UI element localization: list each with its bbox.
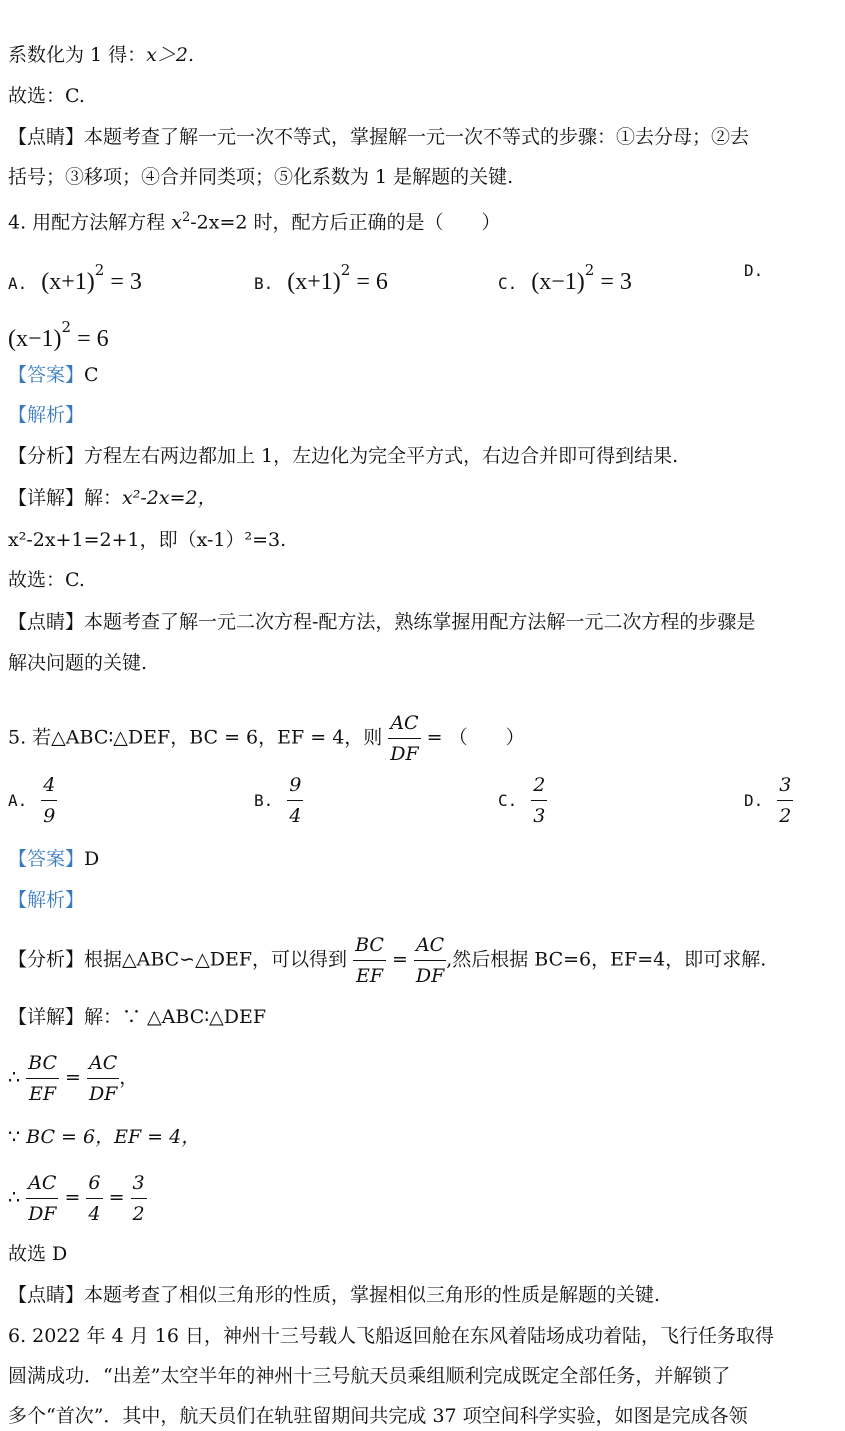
denominator: 9: [43, 805, 56, 827]
analysis-tag: 【解析】: [8, 404, 85, 426]
text-line: 圆满成功．“出差”太空半年的神州十三号航天员乘组顺利完成既定全部任务，并解锁了: [8, 1365, 731, 1387]
because-symbol: ∵: [8, 1126, 21, 1148]
math-line: [8, 1124, 200, 1150]
option-c[interactable]: [498, 770, 547, 831]
text-line: 【点睛】本题考查了解一元一次不等式，掌握解一元一次不等式的步骤：①去分母；②去: [8, 126, 750, 148]
option-a[interactable]: [8, 770, 57, 831]
fraction: [41, 770, 57, 831]
expr: = 3: [104, 269, 142, 295]
expr: (x−1): [531, 269, 585, 295]
numerator: BC: [26, 1048, 59, 1079]
option-d[interactable]: [744, 255, 777, 286]
expr: (x−1): [8, 326, 62, 352]
expr: (x+1): [41, 269, 95, 295]
exponent: 2: [340, 261, 351, 279]
denominator: EF: [355, 965, 384, 987]
option-label: C.: [498, 790, 518, 810]
text: = （ ）: [420, 726, 525, 749]
numerator: AC: [26, 1168, 58, 1199]
option-d[interactable]: [744, 770, 793, 831]
option-label: D.: [744, 790, 764, 810]
text-line: 故选：C.: [8, 85, 85, 107]
equation: x²-2x=2，: [122, 487, 217, 509]
numerator: 3: [131, 1168, 147, 1199]
text-line: 解决问题的关键.: [8, 652, 148, 674]
answer-line: [8, 846, 99, 872]
analysis-tag: 【解析】: [8, 889, 85, 911]
equals: =: [64, 1186, 81, 1209]
option-label: B.: [254, 790, 274, 810]
fraction: [531, 770, 547, 831]
text-line: x²-2x+1=2+1，即（x-1）²=3.: [8, 529, 287, 551]
fraction: [777, 770, 793, 831]
text-line: [8, 485, 217, 511]
fraction-ac-df: [414, 930, 446, 991]
math-line: [8, 1168, 147, 1229]
expr: = 3: [594, 269, 632, 295]
option-label: A.: [8, 790, 28, 810]
question-4-stem: [8, 205, 501, 235]
numerator: AC: [87, 1048, 119, 1079]
option-d-expr: [8, 312, 109, 355]
denominator: DF: [88, 1083, 118, 1105]
math-line: [8, 1048, 138, 1109]
answer-tag: 【答案】: [8, 364, 85, 386]
numerator: AC: [388, 708, 420, 739]
therefore-symbol: ∴: [8, 1066, 21, 1089]
text: 4. 用配方法解方程: [8, 211, 172, 234]
text: 系数化为 1 得：: [8, 44, 147, 66]
exponent: 2: [584, 261, 595, 279]
text-line: 故选：C.: [8, 569, 85, 591]
fraction-ac-df: [87, 1048, 119, 1109]
text-line: 【点睛】本题考查了解一元二次方程-配方法，熟练掌握用配方法解一元二次方程的步骤是: [8, 611, 756, 633]
text-line: 【点睛】本题考查了相似三角形的性质，掌握相似三角形的性质是解题的关键.: [8, 1284, 661, 1306]
var-x: x: [171, 211, 182, 234]
numerator: 6: [86, 1168, 102, 1199]
expr: = 6: [350, 269, 388, 295]
option-label: D.: [744, 261, 764, 280]
text-line: 6. 2022 年 4 月 16 日，神州十三号载人飞船返回舱在东风着陆场成功着陆，飞行任务取得: [8, 1325, 774, 1347]
fraction-bc-ef: [26, 1048, 59, 1109]
denominator: DF: [28, 1203, 57, 1225]
equation: BC = 6，EF = 4，: [26, 1126, 201, 1148]
answer-tag: 【答案】: [8, 848, 85, 870]
numerator: 4: [41, 770, 57, 801]
comma: ，: [119, 1066, 139, 1089]
answer-line: [8, 362, 99, 388]
text: -2x=2 时，配方后正确的是（ ）: [190, 211, 501, 234]
exponent: 2: [94, 261, 105, 279]
option-b[interactable]: [254, 770, 303, 831]
fraction: [86, 1168, 102, 1229]
option-label: A.: [8, 274, 28, 293]
text-line: 多个“首次”．其中，航天员们在轨驻留期间共完成 37 项空间科学实验，如图是完成各领: [8, 1405, 748, 1427]
denominator: 3: [533, 805, 546, 827]
answer-value: D: [84, 848, 100, 870]
analysis-line: [8, 930, 766, 991]
text: 5. 若△ABC∶△DEF，BC = 6，EF = 4，则: [8, 726, 383, 749]
numerator: 9: [287, 770, 303, 801]
exponent: 2: [181, 210, 191, 225]
denominator: 4: [88, 1203, 101, 1225]
text-line: [8, 42, 194, 68]
question-5-stem: [8, 708, 525, 769]
inequality: x＞2.: [146, 44, 195, 66]
text-line: 【详解】解：∵ △ABC∶△DEF: [8, 1006, 267, 1028]
denominator: DF: [415, 965, 445, 987]
option-b[interactable]: [254, 255, 388, 299]
denominator: 2: [132, 1203, 145, 1225]
equals: =: [391, 948, 408, 971]
option-a[interactable]: [8, 255, 142, 299]
option-label: C.: [498, 274, 518, 293]
text-line: 括号；③移项；④合并同类项；⑤化系数为 1 是解题的关键.: [8, 166, 514, 188]
expr: (x+1): [287, 269, 341, 295]
text: 【分析】根据△ABC∽△DEF，可以得到: [8, 948, 348, 971]
numerator: AC: [414, 930, 446, 961]
answer-value: C: [84, 364, 99, 386]
option-label: B.: [254, 274, 274, 293]
denominator: DF: [390, 743, 419, 765]
fraction: [131, 1168, 147, 1229]
text-line: 【分析】方程左右两边都加上 1，左边化为完全平方式，右边合并即可得到结果.: [8, 445, 679, 467]
numerator: BC: [353, 930, 386, 961]
fraction-ac-df: [388, 708, 420, 769]
expr: = 6: [71, 326, 109, 352]
fraction-bc-ef: [353, 930, 386, 991]
exponent: 2: [61, 318, 72, 336]
fraction: [287, 770, 303, 831]
denominator: 2: [779, 805, 792, 827]
equals: =: [108, 1186, 125, 1209]
option-c[interactable]: [498, 255, 632, 299]
therefore-symbol: ∴: [8, 1186, 21, 1209]
denominator: 4: [289, 805, 302, 827]
denominator: EF: [29, 1083, 57, 1105]
text: 【详解】解：: [8, 487, 123, 509]
fraction-ac-df: [26, 1168, 58, 1229]
numerator: 3: [777, 770, 793, 801]
text-line: 故选 D: [8, 1243, 68, 1265]
numerator: 2: [531, 770, 547, 801]
equals: =: [65, 1066, 81, 1089]
text: ,然后根据 BC=6，EF=4，即可求解.: [446, 948, 767, 971]
